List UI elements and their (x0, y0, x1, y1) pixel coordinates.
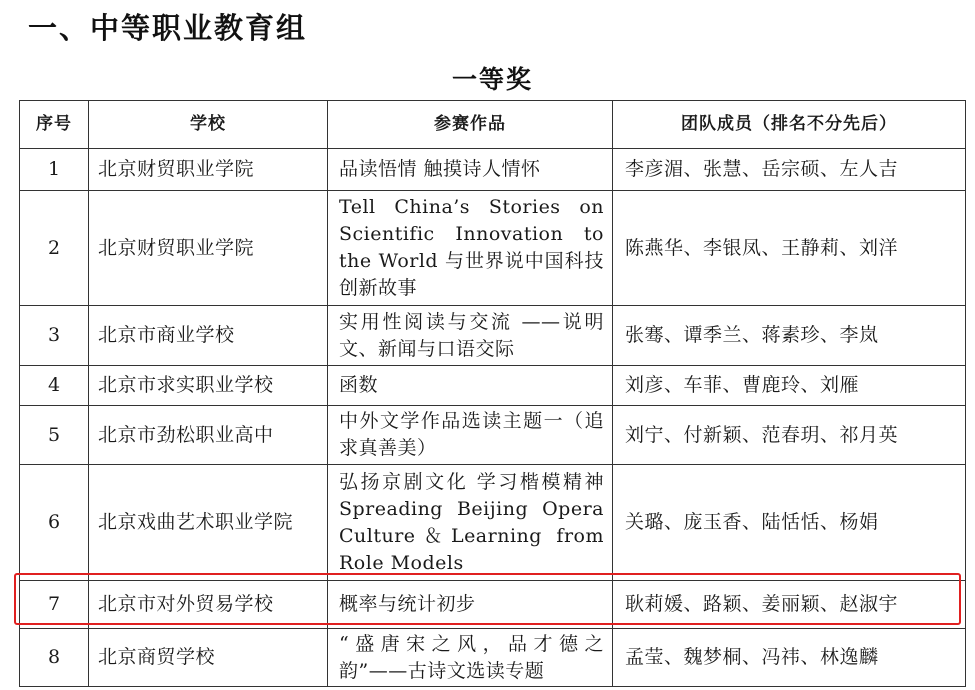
row-team: 孟莹、魏梦桐、冯祎、林逸麟 (613, 629, 966, 687)
row-no: 5 (20, 406, 89, 465)
table-header-row (20, 101, 966, 149)
award-title: 一等奖 (451, 65, 533, 94)
row-work: 实用性阅读与交流 ——说明文、新闻与口语交际 (328, 306, 613, 366)
table-row (20, 149, 966, 191)
section-title: 一、中等职业教育组 (28, 11, 308, 45)
header-team: 团队成员（排名不分先后） (613, 101, 966, 149)
table-row (20, 366, 966, 406)
row-work: 中外文学作品选读主题一（追求真善美） (328, 406, 613, 465)
row-school: 北京戏曲艺术职业学院 (89, 465, 328, 581)
row-team: 刘宁、付新颖、范春玥、祁月英 (613, 406, 966, 465)
table-row (20, 191, 966, 306)
row-work: Tell China’s Stories on Scientific Innovation to the World 与世界说中国科技创新故事 (328, 191, 613, 306)
row-no: 6 (20, 465, 89, 581)
row-school: 北京市劲松职业高中 (89, 406, 328, 465)
row-no: 4 (20, 366, 89, 406)
row-school: 北京商贸学校 (89, 629, 328, 687)
row-work: 函数 (328, 366, 613, 406)
row-school: 北京财贸职业学院 (89, 149, 328, 191)
row-team: 陈燕华、李银凤、王静莉、刘洋 (613, 191, 966, 306)
header-no: 序号 (20, 101, 89, 149)
table-row (20, 406, 966, 465)
row-school: 北京财贸职业学院 (89, 191, 328, 306)
row-team: 李彦湄、张慧、岳宗硕、左人吉 (613, 149, 966, 191)
table-row (20, 629, 966, 687)
row-no: 8 (20, 629, 89, 687)
row-no: 2 (20, 191, 89, 306)
row-work: 弘扬京剧文化 学习楷模精神 Spreading Beijing Opera Culture＆Learning from Role Models (328, 465, 613, 581)
row-team: 关璐、庞玉香、陆恬恬、杨娟 (613, 465, 966, 581)
row-no: 3 (20, 306, 89, 366)
row-team: 刘彦、车菲、曹鹿玲、刘雁 (613, 366, 966, 406)
row-work: 概率与统计初步 (328, 581, 613, 629)
row-no: 7 (20, 581, 89, 629)
table-row (20, 465, 966, 581)
row-team: 张骞、谭季兰、蒋素珍、李岚 (613, 306, 966, 366)
row-work: “盛唐宋之风，品才德之韵”——古诗文选读专题 (328, 629, 613, 687)
row-team: 耿莉媛、路颖、姜丽颖、赵淑宇 (613, 581, 966, 629)
row-school: 北京市对外贸易学校 (89, 581, 328, 629)
table-row (20, 306, 966, 366)
header-work: 参赛作品 (328, 101, 613, 149)
row-no: 1 (20, 149, 89, 191)
row-school: 北京市商业学校 (89, 306, 328, 366)
row-school: 北京市求实职业学校 (89, 366, 328, 406)
header-school: 学校 (89, 101, 328, 149)
row-work: 品读悟情 触摸诗人情怀 (328, 149, 613, 191)
row-highlight-box (14, 573, 961, 625)
